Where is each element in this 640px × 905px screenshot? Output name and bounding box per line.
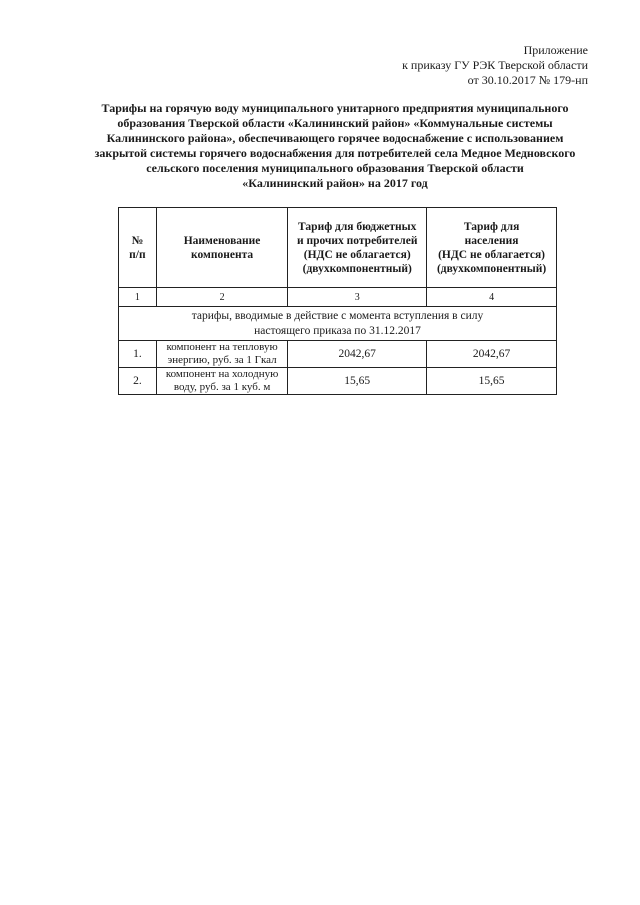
column-number: 1	[119, 288, 157, 307]
header-name: Наименование компонента	[156, 208, 288, 288]
header-num: № п/п	[119, 208, 157, 288]
annex-header	[402, 43, 588, 88]
title-line: Тарифы на горячую воду муниципального унитарного предприятия муниципального	[101, 101, 569, 115]
annex-order-date: от 30.10.2017 № 179-нп	[467, 73, 588, 87]
table-row	[119, 341, 557, 368]
table-header-row	[119, 208, 557, 288]
title-line: образования Тверской области «Калининский район» «Коммунальные системы	[117, 116, 553, 130]
budget-tariff-value: 15,65	[288, 368, 427, 395]
component-name: компонент на тепловую энергию, руб. за 1 Гкал	[156, 341, 288, 368]
period-cell: тарифы, вводимые в действие с момента вступления в силу настоящего приказа по 31.12.2017	[119, 307, 557, 341]
population-tariff-value: 15,65	[427, 368, 557, 395]
row-number: 2.	[119, 368, 157, 395]
title-line: Калининского района», обеспечивающего горячее водоснабжение с использованием	[106, 131, 564, 145]
table-row	[119, 368, 557, 395]
title-line: сельского поселения муниципального образования Тверской области	[146, 161, 524, 175]
column-number: 3	[288, 288, 427, 307]
header-budget-tariff: Тариф для бюджетных и прочих потребителей (НДС не облагается) (двухкомпонентный)	[288, 208, 427, 288]
annex-label: Приложение	[523, 43, 588, 57]
budget-tariff-value: 2042,67	[288, 341, 427, 368]
document-title	[88, 101, 582, 191]
column-number-row	[119, 288, 557, 307]
annex-order-ref: к приказу ГУ РЭК Тверской области	[402, 58, 588, 72]
population-tariff-value: 2042,67	[427, 341, 557, 368]
tariff-table	[118, 207, 557, 395]
component-name: компонент на холодную воду, руб. за 1 куб. м	[156, 368, 288, 395]
row-number: 1.	[119, 341, 157, 368]
title-line: «Калининский район» на 2017 год	[242, 176, 428, 190]
header-population-tariff: Тариф для населения (НДС не облагается) (двухкомпонентный)	[427, 208, 557, 288]
column-number: 2	[156, 288, 288, 307]
period-row	[119, 307, 557, 341]
title-line: закрытой системы горячего водоснабжения для потребителей села Медное Медновского	[94, 146, 576, 160]
column-number: 4	[427, 288, 557, 307]
